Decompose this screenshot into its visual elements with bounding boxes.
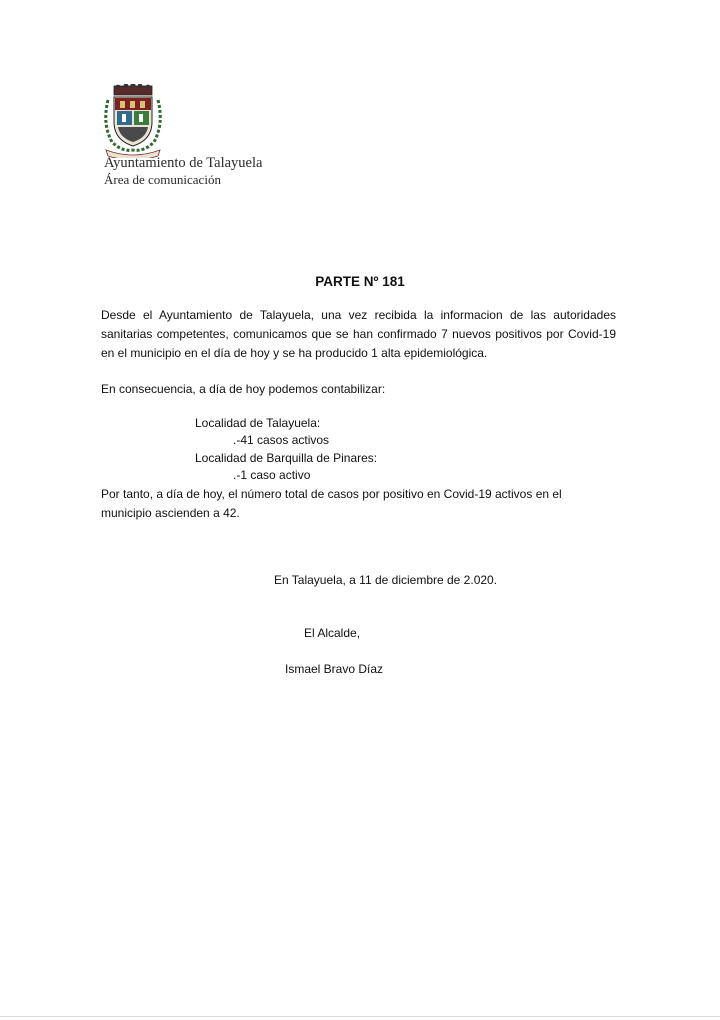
consequence-line: En consecuencia, a día de hoy podemos contabilizar: bbox=[101, 382, 386, 396]
locality-cases: .-1 caso activo bbox=[233, 468, 311, 482]
signature-role: El Alcalde, bbox=[304, 626, 361, 640]
locality-name: Localidad de Talayuela: bbox=[195, 416, 321, 430]
organization-name: Ayuntamiento de Talayuela bbox=[104, 155, 263, 171]
organization-department: Área de comunicación bbox=[104, 172, 221, 187]
locality-name: Localidad de Barquilla de Pinares: bbox=[195, 451, 378, 465]
page-bottom-divider bbox=[0, 1016, 720, 1017]
locality-cases: .-41 casos activos bbox=[233, 433, 330, 447]
date-line: En Talayuela, a 11 de diciembre de 2.020. bbox=[274, 573, 498, 587]
signature-name: Ismael Bravo Díaz bbox=[285, 662, 384, 676]
total-paragraph: Por tanto, a día de hoy, el número total de casos por positivo en Covid-19 activos en el municipio ascienden a 42. bbox=[101, 487, 562, 520]
document-title: PARTE Nº 181 bbox=[315, 274, 405, 289]
municipal-crest-icon bbox=[100, 84, 166, 158]
intro-paragraph: Desde el Ayuntamiento de Talayuela, una vez recibida la informacion de las autoridades sanitarias competentes, comunicamos que se han confirmado 7 nuevos positivos por Covid-19 en el municipio en el día de hoy y se ha producido 1 alta epidemiológica. bbox=[101, 308, 616, 360]
